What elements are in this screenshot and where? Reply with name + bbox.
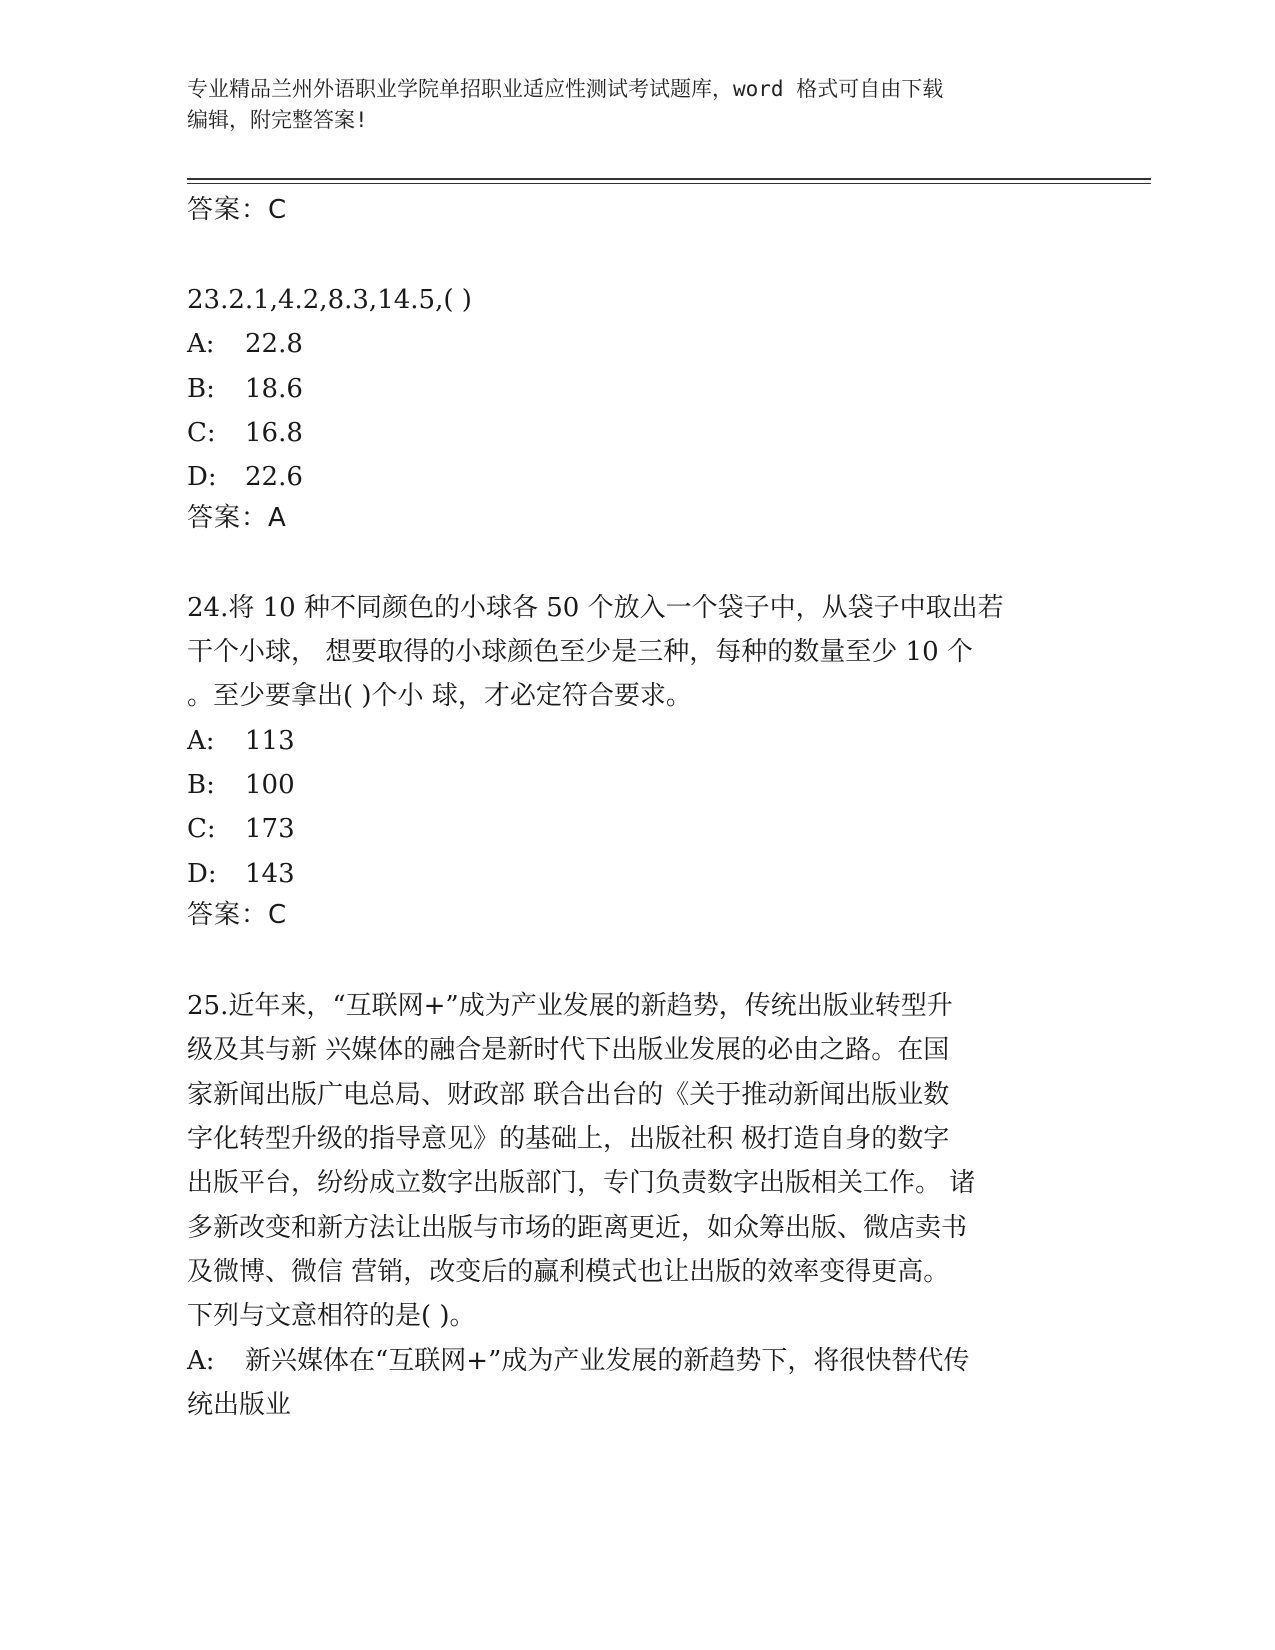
option-label: B: bbox=[187, 770, 215, 800]
q24-line-1: 24.将 10 种不同颜色的小球各 50 个放入一个袋子中，从袋子中取出若 bbox=[187, 593, 1004, 623]
q24-option-a bbox=[187, 724, 295, 758]
q25-option-a-cont: 统出版业 bbox=[187, 1390, 292, 1420]
q24-option-d bbox=[187, 857, 295, 891]
q23-option-c bbox=[187, 416, 303, 450]
q25-line-1: 25.近年来，“互联网+”成为产业发展的新趋势，传统出版业转型升 bbox=[187, 991, 953, 1021]
q23-option-d bbox=[187, 460, 303, 494]
q23-answer: 答案：A bbox=[187, 503, 287, 533]
option-label: C: bbox=[187, 814, 216, 844]
q25-line-4: 字化转型升级的指导意见》的基础上，出版社积 极打造自身的数字 bbox=[187, 1124, 950, 1154]
header-line-1: 专业精品兰州外语职业学院单招职业适应性测试考试题库，word 格式可自由下载 bbox=[187, 77, 944, 101]
q23-question: 23.2.1,4.2,8.3,14.5,( ) bbox=[187, 285, 472, 315]
q23-option-b bbox=[187, 372, 303, 406]
q24-line-3: 。至少要拿出( )个小 球，才必定符合要求。 bbox=[187, 681, 692, 711]
q25-line-3: 家新闻出版广电总局、财政部 联合出台的《关于推动新闻出版业数 bbox=[187, 1080, 950, 1110]
q25-option-a bbox=[187, 1344, 969, 1378]
header-rule-thin bbox=[187, 183, 1151, 184]
option-label: A: bbox=[187, 1346, 215, 1376]
q25-line-8: 下列与文意相符的是( )。 bbox=[187, 1301, 476, 1331]
option-label: A: bbox=[187, 726, 215, 756]
option-text: 18.6 bbox=[245, 374, 303, 404]
option-text: 113 bbox=[245, 726, 295, 756]
option-label: B: bbox=[187, 374, 215, 404]
option-text: 22.6 bbox=[245, 462, 303, 492]
q25-line-6: 多新改变和新方法让出版与市场的距离更近，如众筹出版、微店卖书 bbox=[187, 1213, 968, 1243]
q24-option-c bbox=[187, 812, 295, 846]
option-label: D: bbox=[187, 462, 217, 492]
option-text: 100 bbox=[245, 770, 295, 800]
option-text: 16.8 bbox=[245, 418, 303, 448]
q23-option-a bbox=[187, 327, 303, 361]
option-text: 143 bbox=[245, 859, 295, 889]
q24-option-b bbox=[187, 768, 295, 802]
q25-line-7: 及微博、微信 营销，改变后的赢利模式也让出版的效率变得更高。 bbox=[187, 1257, 950, 1287]
q24-line-2: 干个小球， 想要取得的小球颜色至少是三种，每种的数量至少 10 个 bbox=[187, 637, 973, 667]
answer-prev: 答案：C bbox=[187, 195, 288, 225]
option-text: 22.8 bbox=[245, 329, 303, 359]
header-line-2: 编辑，附完整答案! bbox=[187, 108, 368, 132]
q25-line-5: 出版平台，纷纷成立数字出版部门，专门负责数字出版相关工作。 诸 bbox=[187, 1168, 976, 1198]
option-label: D: bbox=[187, 859, 217, 889]
option-text: 新兴媒体在“互联网+”成为产业发展的新趋势下，将很快替代传 bbox=[245, 1346, 970, 1376]
q25-line-2: 级及其与新 兴媒体的融合是新时代下出版业发展的必由之路。在国 bbox=[187, 1035, 950, 1065]
q24-answer: 答案：C bbox=[187, 900, 288, 930]
option-label: A: bbox=[187, 329, 215, 359]
option-label: C: bbox=[187, 418, 216, 448]
page-header bbox=[187, 74, 1067, 136]
header-rule-thick bbox=[187, 178, 1151, 180]
option-text: 173 bbox=[245, 814, 295, 844]
